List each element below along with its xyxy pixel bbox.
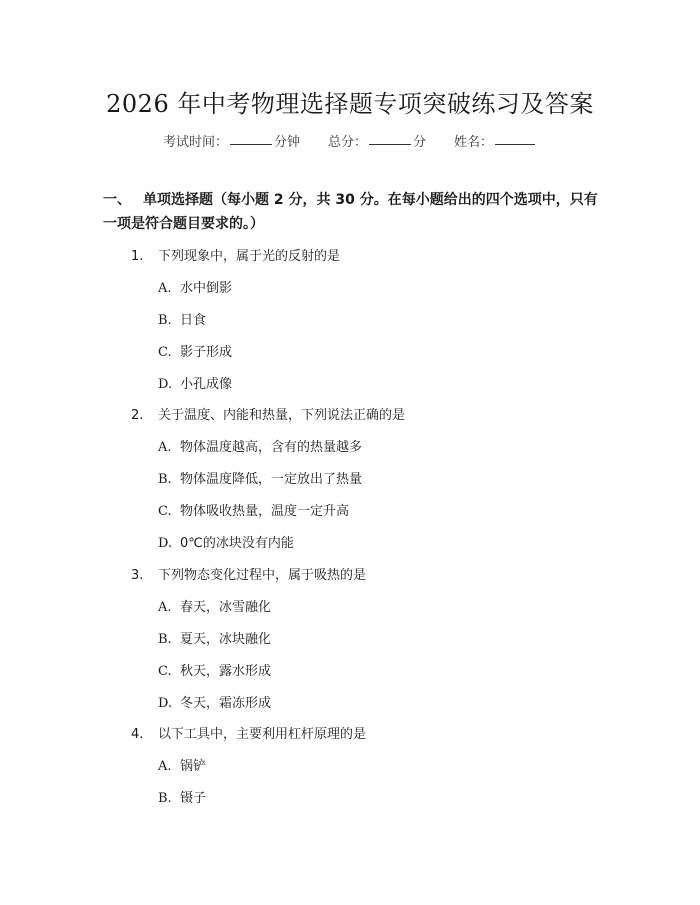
option-text: 物体吸收热量，温度一定升高	[180, 504, 350, 519]
question-1	[131, 245, 340, 264]
question-2-option-d	[158, 532, 294, 551]
total-score-field	[328, 131, 426, 150]
option-text: 春天，冰雪融化	[180, 600, 272, 615]
question-stem: 关于温度、内能和热量，下列说法正确的是	[158, 408, 406, 423]
option-text: 小孔成像	[180, 377, 233, 392]
option-text: 水中倒影	[180, 281, 233, 296]
option-letter: D.	[158, 536, 173, 551]
question-1-option-c	[158, 341, 232, 360]
option-letter: D.	[158, 696, 173, 711]
option-letter: C.	[158, 345, 172, 360]
question-number: 4.	[131, 727, 144, 742]
total-score-label: 总分：	[327, 135, 367, 150]
question-number: 1.	[131, 249, 144, 264]
option-letter: A.	[158, 281, 172, 296]
section-heading	[103, 188, 603, 236]
option-letter: B.	[158, 632, 172, 647]
question-3-option-c	[158, 660, 271, 679]
option-text: 物体温度降低，一定放出了热量	[180, 472, 363, 487]
question-4	[131, 723, 366, 742]
question-stem: 下列物态变化过程中，属于吸热的是	[158, 568, 367, 583]
option-letter: A.	[158, 440, 172, 455]
option-text: 秋天，露水形成	[180, 664, 272, 679]
total-score-unit: 分	[413, 135, 427, 150]
name-label: 姓名：	[454, 135, 494, 150]
question-3-option-b	[158, 628, 271, 647]
option-letter: C.	[158, 664, 172, 679]
name-field	[454, 131, 537, 150]
question-4-option-a	[158, 755, 206, 774]
section-number: 一、	[103, 192, 131, 208]
question-2-option-c	[158, 500, 349, 519]
question-1-option-a	[158, 277, 232, 296]
exam-info-row	[0, 131, 700, 150]
option-text: 冬天，霜冻形成	[180, 696, 272, 711]
question-2-option-a	[158, 436, 362, 455]
option-text: 夏天，冰块融化	[180, 632, 272, 647]
option-letter: B.	[158, 313, 172, 328]
section-instructions: 单项选择题（每小题 2 分，共 30 分。在每小题给出的四个选项中，只有一项是符合题目要求的。）	[103, 192, 598, 232]
question-1-option-d	[158, 373, 232, 392]
question-stem: 下列现象中，属于光的反射的是	[158, 249, 341, 264]
page-title: 2026 年中考物理选择题专项突破练习及答案	[106, 90, 594, 118]
option-letter: B.	[158, 472, 172, 487]
option-letter: A.	[158, 759, 172, 774]
question-3-option-a	[158, 596, 271, 615]
option-letter: D.	[158, 377, 173, 392]
question-1-option-b	[158, 309, 206, 328]
question-stem: 以下工具中，主要利用杠杆原理的是	[158, 727, 367, 742]
option-letter: C.	[158, 504, 172, 519]
name-blank	[495, 143, 535, 145]
option-text: 镊子	[180, 791, 207, 806]
question-3-option-d	[158, 692, 271, 711]
question-4-option-b	[158, 787, 206, 806]
option-letter: A.	[158, 600, 172, 615]
option-letter: B.	[158, 791, 172, 806]
exam-time-label: 考试时间：	[162, 135, 228, 150]
question-2-option-b	[158, 468, 362, 487]
option-text: 日食	[180, 313, 207, 328]
question-2	[131, 404, 405, 423]
option-text: 影子形成	[180, 345, 233, 360]
question-3	[131, 564, 366, 583]
option-text: 0℃的冰块没有内能	[180, 536, 294, 551]
exam-time-blank	[230, 143, 272, 145]
total-score-blank	[369, 143, 411, 145]
option-text: 锅铲	[180, 759, 207, 774]
option-text: 物体温度越高，含有的热量越多	[180, 440, 363, 455]
exam-time-field	[163, 131, 300, 150]
question-number: 2.	[131, 408, 144, 423]
exam-time-unit: 分钟	[273, 135, 300, 150]
question-number: 3.	[131, 568, 144, 583]
